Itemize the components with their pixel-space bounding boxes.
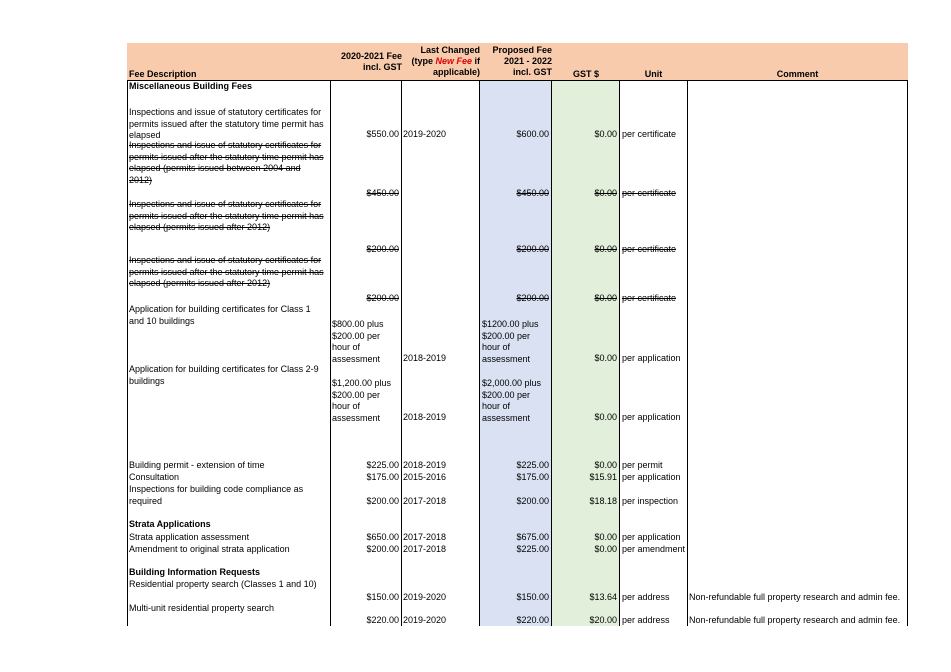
row-desc: Inspections and issue of statutory certificates for permits issued after the statutory time permit has elapsed (permits issued after 2012) (129, 255, 324, 289)
row-gst: $0.00 (594, 244, 617, 254)
header-comment: Comment (776, 69, 819, 79)
row-desc: Inspections and issue of statutory certificates for permits issued after the statutory time permit has elapsed (permits issued after 2012) (129, 199, 324, 233)
row-fee: $650.00 (366, 532, 399, 542)
row-desc: Building permit - extension of time (129, 460, 265, 470)
row-fee: $450.00 (366, 188, 399, 198)
new-fee-label: New Fee (435, 56, 472, 66)
row-unit: per amendment (622, 544, 686, 554)
row-gst: $20.00 (589, 615, 617, 625)
row-proposed: $450.00 (516, 188, 549, 198)
row-changed: 2019-2020 (403, 592, 447, 602)
row-proposed: $1200.00 plus $200.00 per hour of assessment (482, 319, 539, 364)
column-divider (401, 80, 402, 626)
row-changed: 2018-2019 (403, 412, 447, 422)
row-unit: per address (622, 592, 670, 602)
row-fee: $150.00 (366, 592, 399, 602)
row-desc: Amendment to original strata application (129, 544, 290, 554)
row-unit: per application (622, 353, 681, 363)
column-divider (551, 80, 552, 626)
row-gst: $0.00 (594, 532, 617, 542)
row-unit: per certificate (622, 244, 677, 254)
header-2020-fee: 2020-2021 Fee incl. GST (340, 50, 402, 72)
row-desc: Inspections and issue of statutory certificates for permits issued after the statutory time permit has elapsed (permits issued between 2004 and 2012) (129, 140, 324, 185)
row-desc: Multi-unit residential property search (129, 603, 275, 613)
row-unit: per application (622, 412, 681, 422)
column-divider (479, 80, 480, 626)
row-proposed: $220.00 (516, 615, 549, 625)
row-gst: $0.00 (594, 412, 617, 422)
row-gst: $0.00 (594, 353, 617, 363)
header-proposed-fee: Proposed Fee 2021 - 2022 incl. GST (492, 45, 552, 77)
row-fee: $550.00 (366, 129, 399, 139)
row-unit: per inspection (622, 496, 679, 506)
row-unit: per application (622, 532, 681, 542)
column-divider (687, 80, 688, 626)
row-fee: $225.00 (366, 460, 399, 470)
row-proposed: $2,000.00 plus $200.00 per hour of assessment (482, 378, 542, 423)
row-desc: Consultation (129, 472, 180, 482)
row-changed: 2015-2016 (403, 472, 447, 482)
header-fee-description: Fee Description (129, 69, 197, 79)
row-comment: Non-refundable full property research and admin fee. (689, 592, 901, 602)
row-proposed: $175.00 (516, 472, 549, 482)
row-desc: Application for building certificates for Class 1 and 10 buildings (129, 304, 311, 326)
row-fee: $200.00 (366, 544, 399, 554)
row-proposed: $225.00 (516, 460, 549, 470)
row-fee: $800.00 plus $200.00 per hour of assessment (332, 319, 384, 364)
row-gst: $0.00 (594, 544, 617, 554)
header-last-changed: Last Changed (type New Fee if applicable) (411, 45, 480, 77)
row-fee: $200.00 (366, 496, 399, 506)
section-misc: Miscellaneous Building Fees (129, 81, 253, 91)
row-changed: 2017-2018 (403, 544, 447, 554)
row-proposed: $200.00 (516, 496, 549, 506)
row-changed: 2019-2020 (403, 615, 447, 625)
row-proposed: $675.00 (516, 532, 549, 542)
header-unit: Unit (644, 69, 663, 79)
column-divider (127, 80, 128, 626)
column-divider (619, 80, 620, 626)
row-gst: $0.00 (594, 460, 617, 470)
row-gst: $0.00 (594, 293, 617, 303)
row-changed: 2017-2018 (403, 496, 447, 506)
row-fee: $200.00 (366, 293, 399, 303)
row-unit: per certificate (622, 129, 677, 139)
row-gst: $0.00 (594, 129, 617, 139)
row-changed: 2018-2019 (403, 460, 447, 470)
row-comment: Non-refundable full property research and admin fee. (689, 615, 901, 625)
row-fee: $200.00 (366, 244, 399, 254)
row-proposed: $200.00 (516, 244, 549, 254)
row-unit: per address (622, 615, 670, 625)
row-fee: $175.00 (366, 472, 399, 482)
row-desc: Application for building certificates for Class 2-9 buildings (129, 364, 319, 386)
row-fee: $1,200.00 plus $200.00 per hour of assessment (332, 378, 392, 423)
row-desc: Strata application assessment (129, 532, 250, 542)
row-desc: Inspections and issue of statutory certificates for permits issued after the statutory time permit has elapsed (129, 107, 324, 141)
header-gst: GST $ (572, 69, 599, 79)
row-changed: 2018-2019 (403, 353, 447, 363)
row-unit: per certificate (622, 188, 677, 198)
row-proposed: $225.00 (516, 544, 549, 554)
column-divider (907, 80, 908, 626)
row-fee: $220.00 (366, 615, 399, 625)
row-unit: per certificate (622, 293, 677, 303)
row-gst: $18.18 (589, 496, 617, 506)
row-unit: per application (622, 472, 681, 482)
row-desc: Inspections for building code compliance as required (129, 484, 304, 506)
row-changed: 2019-2020 (403, 129, 447, 139)
row-changed: 2017-2018 (403, 532, 447, 542)
row-unit: per permit (622, 460, 663, 470)
row-desc: Residential property search (Classes 1 and 10) (129, 579, 317, 589)
section-strata: Strata Applications (129, 519, 211, 529)
row-gst: $13.64 (589, 592, 617, 602)
row-gst: $15.91 (589, 472, 617, 482)
section-info: Building Information Requests (129, 567, 261, 577)
row-proposed: $150.00 (516, 592, 549, 602)
row-proposed: $600.00 (516, 129, 549, 139)
row-gst: $0.00 (594, 188, 617, 198)
row-proposed: $200.00 (516, 293, 549, 303)
